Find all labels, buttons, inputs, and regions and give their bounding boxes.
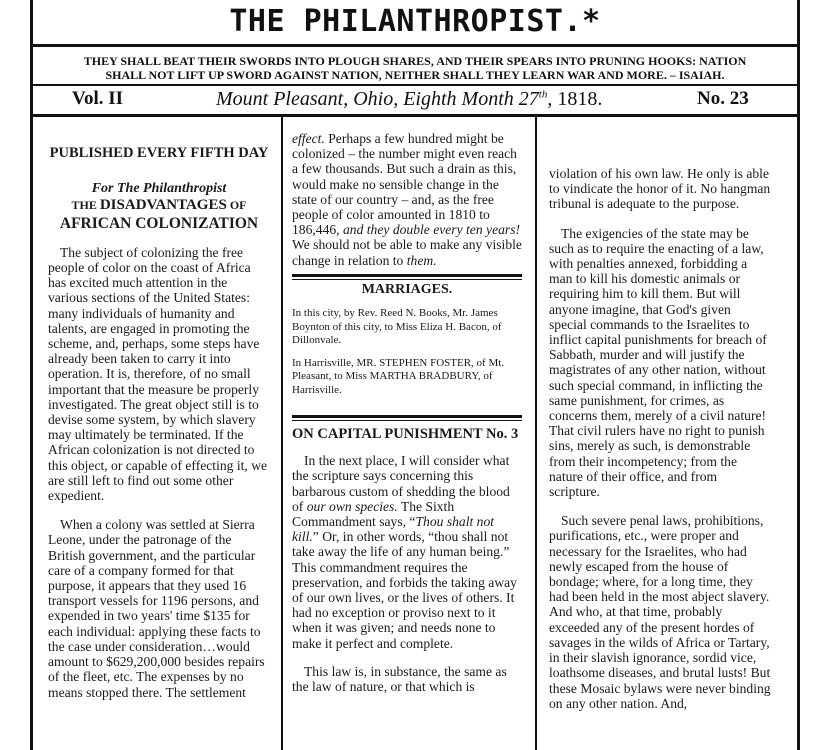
motto-rule <box>30 84 800 86</box>
motto-line-1: THEY SHALL BEAT THEIR SWORDS INTO PLOUGH SHARES, AND THEIR SPEARS INTO PRUNING HOOKS: NATION <box>83 54 747 68</box>
newspaper-title: THE PHILANTHROPIST.* <box>229 4 601 39</box>
cap-em-1: our own species. <box>306 498 398 514</box>
law-paragraph-1: violation of his own law. He only is able to vindicate the honor of it. No hangman tribunal is adequate to the purpose. <box>549 166 771 212</box>
cont-em-3: them. <box>406 252 437 268</box>
dateline-sup: th <box>538 88 548 101</box>
published-notice: PUBLISHED EVERY FIFTH DAY <box>49 145 269 161</box>
law-paragraph-2: The exigencies of the state may be such as to require the enacting of a law, with penalties annexed, forbidding a man to kill his domestic animals or requiring him to kill them. But will anyone imagine, that God's given special commands to the Israelites to inflict capital punishments for breach of Sabbath, murder and will justify the magistrates of any other nation, without such special command, in inflicting the same punishment, for crimes, as concerns them, merely of a civil nature! That civil rulers have no right to punish sins, merely as such, is demonstrable from their incompetency; from the nature of their office, and from scripture. <box>549 225 767 500</box>
volume-label: Vol. II <box>72 88 124 109</box>
column-2 <box>292 131 522 694</box>
dateline-place: Mount Pleasant, <box>216 88 349 110</box>
capital-paragraph-1 <box>292 453 522 651</box>
dateline <box>216 88 602 111</box>
colonization-continued <box>292 131 522 268</box>
cont-text-2: We should not be able to make any visible change in relation to <box>292 237 522 268</box>
issue-number: No. 23 <box>697 88 749 109</box>
dateline-rule <box>30 114 800 117</box>
column-3 <box>549 166 771 711</box>
marriages-heading: MARRIAGES. <box>361 281 453 297</box>
headline-the: THE <box>71 198 100 213</box>
cap-text-2: The Sixth Commandment says, “ <box>292 498 455 530</box>
cap-text-3: ” Or, in other words, “thou shall not take away the life of any human being.” This commandment requires the preservation, and forbids the taking away of our own lives, or the lives of others. It had no exception or proviso next to it when it was given; and needs none to make it perfect and complete. <box>292 529 517 651</box>
cap-em-2: Thou shalt not kill. <box>292 514 495 545</box>
cap-text-1: In the next place, I will consider what the scripture says concerning this barbarous custom of shedding the blood of <box>292 453 510 514</box>
headline-2: AFRICAN COLONIZATION <box>59 214 259 232</box>
dateline-date: Ohio, Eighth Month 27 <box>353 88 539 110</box>
capital-punishment-heading: ON CAPITAL PUNISHMENT No. 3 <box>292 426 519 443</box>
section-rule-2 <box>292 415 522 421</box>
marriage-notice-1: In this city, by Rev. Reed N. Books, Mr. James Boynton of this city, to Miss Eliza H. Bacon, of Dillonvale. <box>292 307 502 347</box>
column-divider-2 <box>535 116 537 750</box>
capital-paragraph-2: This law is, in substance, the same as the law of nature, or that which is <box>292 663 507 695</box>
section-rule-1 <box>292 274 522 280</box>
cont-em-2: and they double every ten years! <box>342 222 521 238</box>
title-rule <box>30 44 800 47</box>
law-paragraph-3: Such severe penal laws, prohibitions, purifications, etc., were proper and necessary for the Israelites, who had newly escaped from the house of bondage; where, for a long time, they had been held in the most abject slavery. And who, at that time, probably exceeded any of the present hordes of savages in the wilds of Africa or Tartary, in their slavish ignorance, sordid vice, loathsome diseases, and brutal lusts! But these Mosaic bylaws were never binding on any other nation. And, <box>549 513 771 711</box>
column-1 <box>48 146 270 700</box>
motto-line-2: SHALL NOT LIFT UP SWORD AGAINST NATION, NEITHER SHALL THEY LEARN WAR AND MORE. – ISAIAH. <box>105 68 725 82</box>
colonization-paragraph-2: When a colony was settled at Sierra Leone, under the patronage of the British government, and the particular care of a company formed for that purpose, it appears that they used 16 transport vessels for 1196 persons, and expended in two years' time $135 for each individual: applying these facts to the case under consideration…would amount to $629,200,000 besides repairs of the fleet, etc. The expenses by no means stopped there. The settlement <box>48 517 265 700</box>
cont-text-1: Perhaps a few hundred might be colonized – the number might even reach a few thousands. But such a drain as this, would make no sensible change in the state of our country – and, as the free people of color amounted in 1810 to 186,446, <box>292 131 517 238</box>
marriages-list <box>292 307 522 397</box>
headline-disadvantages: DISADVANTAGES <box>99 197 227 214</box>
dateline-year: , 1818. <box>547 88 603 110</box>
cont-em-1: effect. <box>292 131 325 146</box>
headline-of: OF <box>226 198 247 213</box>
colonization-paragraph-1: The subject of colonizing the free people of color on the coast of Africa has excited much attention in the various sections of the United States: many individuals of humanity and talents, are engaged in promoting the scheme, and, perhaps, some steps have already been taken to carry it into operation. It is, therefore, of no small important that the measure be properly investigated. The great object still is to devise some system, by which slavery may ultimately be terminated. If the African colonization is not directed to this object, or capable of effecting it, we are still left to find out some other expedient. <box>48 244 268 504</box>
marriage-notice-2: In Harrisville, MR. STEPHEN FOSTER, of Mt. Pleasant, to Miss MARTHA BRADBURY, of Harrisville. <box>292 356 505 396</box>
for-line: For The Philanthropist <box>91 181 227 197</box>
column-divider-1 <box>281 116 283 750</box>
motto <box>50 54 780 82</box>
headline-1 <box>48 198 270 213</box>
